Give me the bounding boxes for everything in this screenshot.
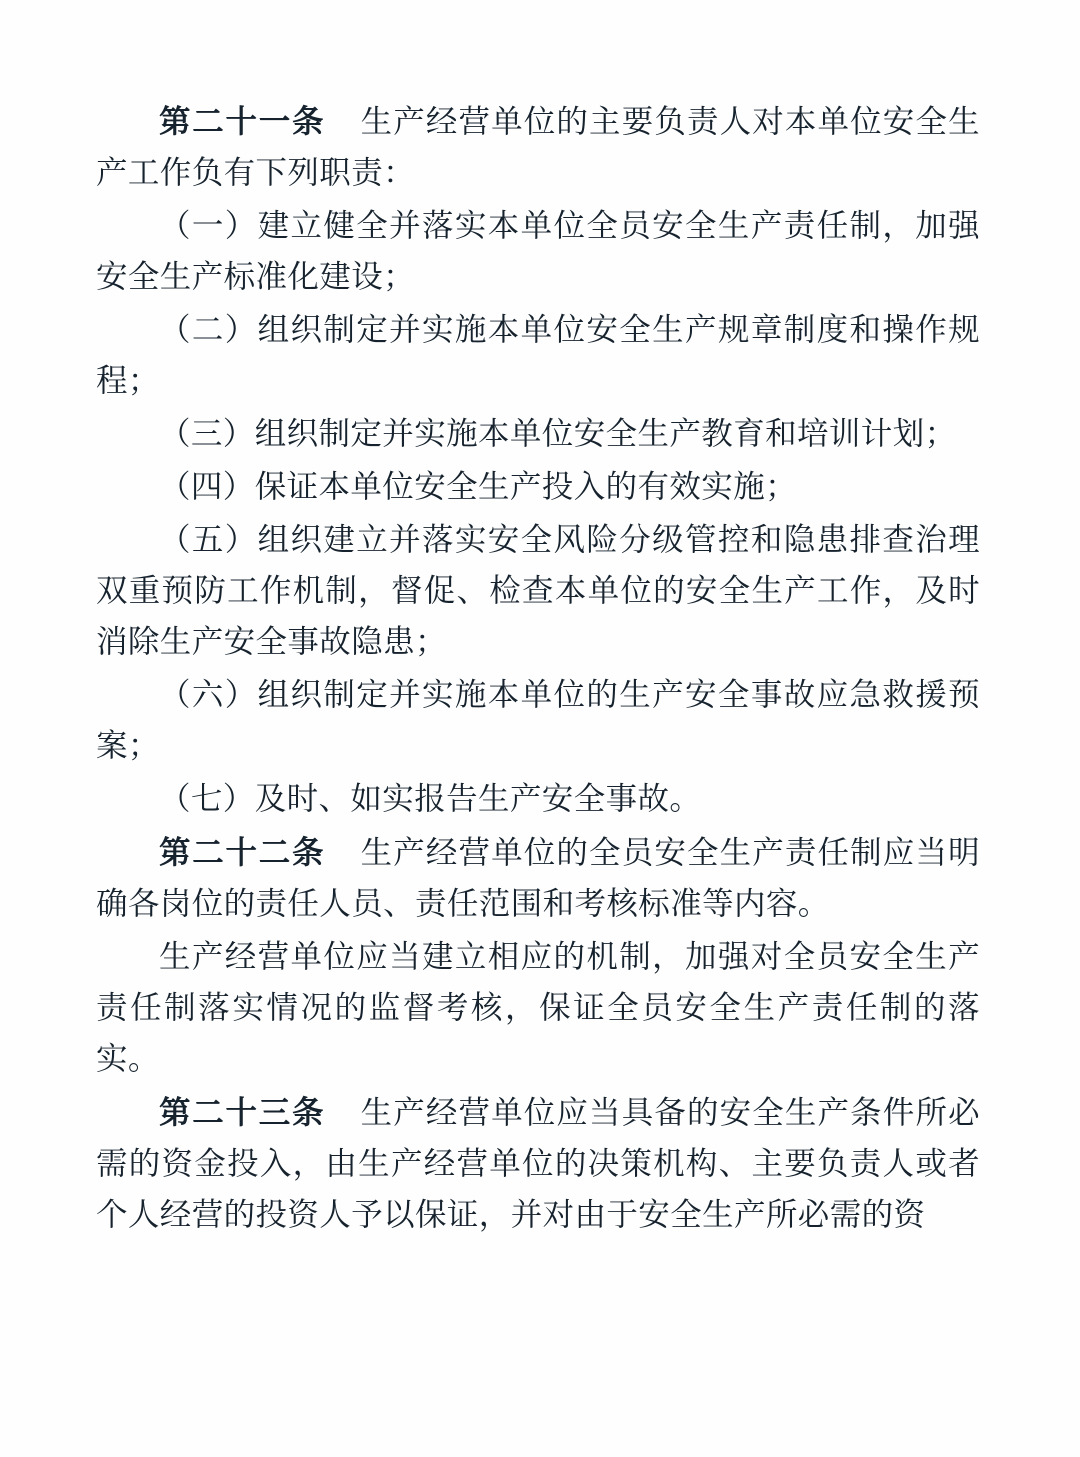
paragraph-text: （一）建立健全并落实本单位全员安全生产责任制，加强安全生产标准化建设；	[96, 208, 980, 296]
paragraph-text: （七）及时、如实报告生产安全事故。	[159, 781, 702, 818]
paragraph-text: 生产经营单位应当建立相应的机制，加强对全员安全生产责任制落实情况的监督考核，保证全员安全生产责任制的落实。	[96, 939, 980, 1078]
paragraph-article-21-item-3	[96, 409, 980, 460]
paragraph-text: （二）组织制定并实施本单位安全生产规章制度和操作规程；	[96, 312, 980, 400]
paragraph-text: 生产经营单位的主要负责人对本单位安全生产工作负有下列职责：	[96, 104, 980, 192]
article-heading: 第二十三条	[159, 1094, 326, 1132]
paragraph-article-21	[96, 96, 980, 199]
paragraph-article-21-item-4	[96, 462, 980, 513]
paragraph-article-21-item-2	[96, 305, 980, 407]
paragraph-article-21-item-7	[96, 774, 980, 825]
paragraph-article-22	[96, 827, 980, 930]
paragraph-article-21-item-1	[96, 201, 980, 303]
paragraph-article-21-item-5	[96, 515, 980, 668]
paragraph-text: （六）组织制定并实施本单位的生产安全事故应急救援预案；	[96, 677, 980, 765]
paragraph-text: 生产经营单位的全员安全生产责任制应当明确各岗位的责任人员、责任范围和考核标准等内容。	[96, 835, 980, 923]
paragraph-article-21-item-6	[96, 670, 980, 772]
document-body	[96, 96, 980, 1241]
article-heading: 第二十二条	[159, 834, 326, 872]
paragraph-text: （三）组织制定并实施本单位安全生产教育和培训计划；	[159, 416, 957, 453]
article-heading: 第二十一条	[159, 103, 326, 140]
paragraph-text: （五）组织建立并落实安全风险分级管控和隐患排查治理双重预防工作机制，督促、检查本单位的安全生产工作，及时消除生产安全事故隐患；	[96, 522, 980, 661]
paragraph-article-22-continued	[96, 932, 980, 1085]
paragraph-article-23	[96, 1087, 980, 1241]
paragraph-text: （四）保证本单位安全生产投入的有效实施；	[159, 469, 798, 506]
paragraph-text: 生产经营单位应当具备的安全生产条件所必需的资金投入，由生产经营单位的决策机构、主要负责人或者个人经营的投资人予以保证，并对由于安全生产所必需的资	[96, 1095, 980, 1234]
